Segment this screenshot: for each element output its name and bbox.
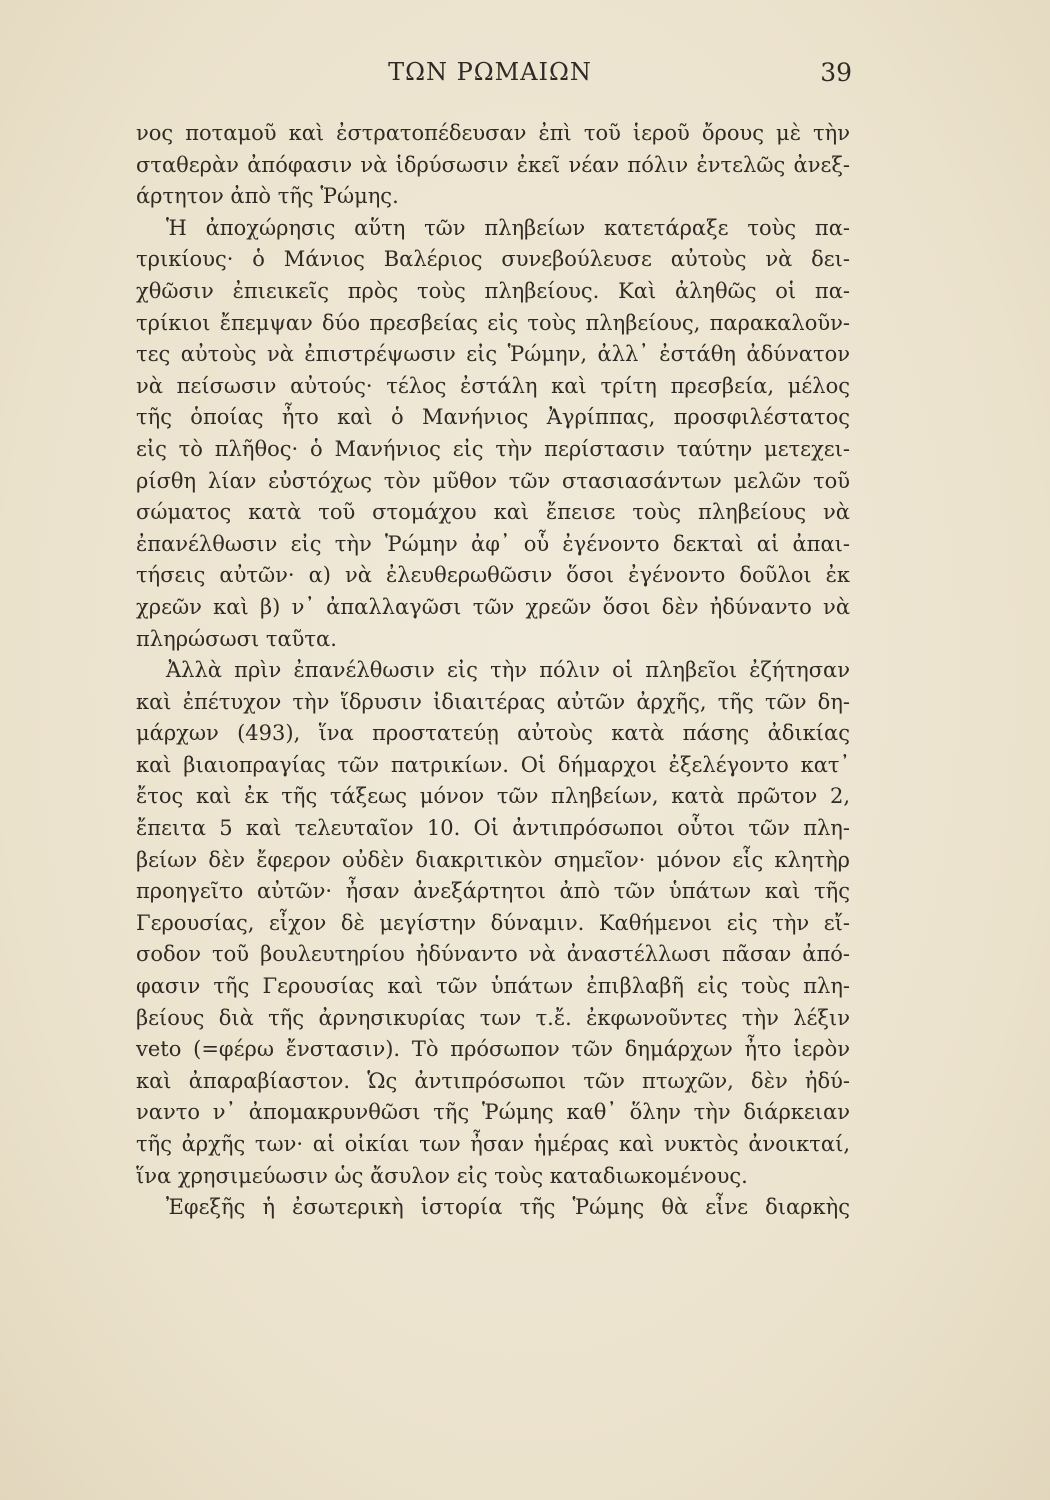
text-line: ἔπειτα 5 καὶ τελευταῖον 10. Οἱ ἀντιπρόσωποι οὗτοι τῶν πλη- — [136, 816, 850, 841]
text-line: τήσεις αὐτῶν· α) νὰ ἐλευθερωθῶσιν ὅσοι ἐγένοντο δοῦλοι ἐκ — [136, 563, 850, 588]
body-text — [136, 118, 850, 1224]
text-line: βείων δὲν ἔφερον οὐδὲν διακριτικὸν σημεῖον· μόνον εἷς κλητὴρ — [136, 847, 850, 872]
text-line: σταθερὰν ἀπόφασιν νὰ ἱδρύσωσιν ἐκεῖ νέαν πόλιν ἐντελῶς ἀνεξ- — [136, 152, 850, 177]
text-line: Ἀλλὰ πρὶν ἐπανέλθωσιν εἰς τὴν πόλιν οἱ πληβεῖοι ἐζήτησαν — [166, 658, 850, 683]
text-line: σώματος κατὰ τοῦ στομάχου καὶ ἔπεισε τοὺς πληβείους νὰ — [136, 500, 850, 525]
text-line: νὰ πείσωσιν αὐτούς· τέλος ἐστάλη καὶ τρίτη πρεσβεία, μέλος — [136, 373, 850, 398]
page-header — [130, 58, 850, 98]
text-line: καὶ βιαιοπραγίας τῶν πατρικίων. Οἱ δήμαρχοι ἐξελέγοντο κατ᾽ — [136, 752, 850, 777]
text-line: φασιν τῆς Γερουσίας καὶ τῶν ὑπάτων ἐπιβλαβῆ εἰς τοὺς πλη- — [136, 974, 850, 999]
text-line: Ἐφεξῆς ἡ ἐσωτερικὴ ἱστορία τῆς Ῥώμης θὰ εἶνε διαρκὴς — [166, 1195, 850, 1220]
text-line: άρτητον ἀπὸ τῆς Ῥώμης. — [136, 184, 399, 209]
text-line: veto (=φέρω ἔνστασιν). Τὸ πρόσωπον τῶν δημάρχων ἦτο ἱερὸν — [136, 1037, 850, 1062]
text-line: ἵνα χρησιμεύωσιν ὡς ἄσυλον εἰς τοὺς καταδιωκομένους. — [136, 1163, 748, 1188]
text-line: νος ποταμοῦ καὶ ἐστρατοπέδευσαν ἐπὶ τοῦ ἱεροῦ ὄρους μὲ τὴν — [136, 121, 850, 145]
text-line: ἐπανέλθωσιν εἰς τὴν Ῥώμην ἀφ᾽ οὗ ἐγένοντο δεκταὶ αἱ ἀπαι- — [136, 531, 850, 556]
text-line: προηγεῖτο αὐτῶν· ἦσαν ἀνεξάρτητοι ἀπὸ τῶν ὑπάτων καὶ τῆς — [136, 879, 850, 904]
text-line: τῆς ἀρχῆς των· αἱ οἰκίαι των ἦσαν ἡμέρας καὶ νυκτὸς ἀνοικταί, — [136, 1132, 850, 1156]
text-line: τῆς ὁποίας ἦτο καὶ ὁ Μανήνιος Ἀγρίππας, προσφιλέστατος — [136, 405, 850, 430]
text-line: καὶ ἀπαραβίαστον. Ὡς ἀντιπρόσωποι τῶν πτωχῶν, δὲν ἠδύ- — [136, 1068, 850, 1093]
text-line: ἔτος καὶ ἐκ τῆς τάξεως μόνον τῶν πληβείων, κατὰ πρῶτον 2, — [136, 784, 850, 809]
page-number: 39 — [820, 58, 852, 87]
text-line: Ἡ ἀποχώρησις αὕτη τῶν πληβείων κατετάραξε τοὺς πα- — [166, 215, 850, 240]
text-line: χθῶσιν ἐπιεικεῖς πρὸς τοὺς πληβείους. Καὶ ἀληθῶς οἱ πα- — [136, 278, 850, 303]
text-line: σοδον τοῦ βουλευτηρίου ἠδύναντο νὰ ἀναστέλλωσι πᾶσαν ἀπό- — [136, 942, 850, 967]
text-line: τρικίους· ὁ Μάνιος Βαλέριος συνεβούλευσε αὐτοὺς νὰ δει- — [136, 247, 850, 272]
text-line: τρίκιοι ἔπεμψαν δύο πρεσβείας εἰς τοὺς πληβείους, παρακαλοῦν- — [136, 310, 850, 335]
text-line: εἰς τὸ πλῆθος· ὁ Μανήνιος εἰς τὴν περίστασιν ταύτην μετεχει- — [136, 436, 850, 461]
text-line: ρίσθη λίαν εὐστόχως τὸν μῦθον τῶν στασιασάντων μελῶν τοῦ — [136, 468, 850, 493]
text-line: Γερουσίας, εἶχον δὲ μεγίστην δύναμιν. Καθήμενοι εἰς τὴν εἴ- — [136, 910, 850, 935]
text-line: μάρχων (493), ἵνα προστατεύῃ αὐτοὺς κατὰ πάσης ἀδικίας — [136, 721, 850, 746]
running-title: ΤΩΝ ΡΩΜΑΙΩΝ — [388, 58, 592, 86]
text-line: ναντο ν᾽ ἀπομακρυνθῶσι τῆς Ῥώμης καθ᾽ ὅλην τὴν διάρκειαν — [136, 1100, 850, 1125]
text-line: χρεῶν καὶ β) ν᾽ ἀπαλλαγῶσι τῶν χρεῶν ὅσοι δὲν ἠδύναντο νὰ — [136, 594, 850, 619]
text-line: τες αὐτοὺς νὰ ἐπιστρέψωσιν εἰς Ῥώμην, ἀλλ᾽ ἐστάθη ἀδύνατον — [136, 342, 850, 367]
text-line: βείους διὰ τῆς ἀρνησικυρίας των τ.ἔ. ἐκφωνοῦντες τὴν λέξιν — [136, 1005, 850, 1030]
text-line: πληρώσωσι ταῦτα. — [136, 626, 337, 651]
text-line: καὶ ἐπέτυχον τὴν ἵδρυσιν ἰδιαιτέρας αὐτῶν ἀρχῆς, τῆς τῶν δη- — [136, 689, 850, 714]
